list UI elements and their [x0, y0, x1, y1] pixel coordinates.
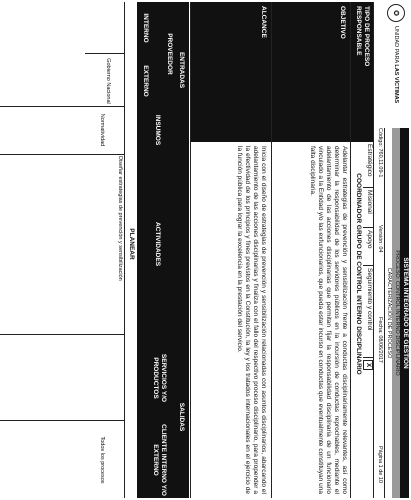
type-option-missional: Misional — [363, 190, 373, 228]
logo — [385, 4, 407, 124]
page-cell: Página 1 de 10 — [377, 446, 383, 484]
code-cell: Código: 760,11.09-1 — [377, 128, 383, 178]
external-header: EXTERNO — [142, 65, 149, 97]
row-client: Todos los procesos — [99, 436, 105, 484]
version-cell: Versión: 04 — [377, 225, 383, 253]
activities-header: ACTIVIDADES — [154, 221, 161, 267]
outputs-header: SALIDAS — [178, 402, 185, 432]
document-title: CARACTERIZACIÓN DE PROCESO — [384, 128, 392, 498]
insumos-header: INSUMOS — [154, 114, 161, 146]
scope-text: Inicia con el diseño de estrategias de prevención y sensibilización relacionadas con asuntos disciplinarios, abarcando el adelantamiento de las acciones disciplinarias y finaliza con el fallo del respectivo proceso disciplinario, para propender a la efectividad de los principios y fines previstos en la Constitución, la ley y los tratados internacionales en el ejercicio de la función pública para lograr la excelencia en la prestación del servicio. — [236, 146, 267, 494]
process-type-label: TIPO DE PROCESO — [363, 6, 370, 67]
process-line: PROCESO: CONTROL INTERNO DISCIPLINARIO — [392, 128, 400, 498]
date-cell: Fecha: 08/06/2017 — [377, 317, 383, 363]
type-option-support: Apoyo — [363, 230, 373, 266]
supplier-header: PROVEEDOR — [166, 33, 173, 75]
type-option-control: Seguimiento y control — [363, 268, 373, 358]
services-header: SERVICIOS Y/O PRODUCTOS — [152, 353, 167, 403]
row-external: Gobierno Nacional — [105, 58, 111, 104]
client-header: CLIENTE INTERNO Y/O EXTERNO — [152, 424, 167, 496]
row-insumos: Normatividad — [99, 113, 105, 147]
logo-text-prefix: UNIDAD PARA — [393, 26, 400, 65]
scope-label: ALCANCE — [191, 2, 271, 142]
system-title: SISTEMA INTEGRADO DE GESTIÓN — [400, 128, 409, 498]
objective-text: Adelantar estrategias de prevención y sensibilización frente a conductas disciplinariamente relevantes, así como determinar la responsabilidad de los servidores públicos en la incursión de conductas reprochables, mediante el adelantamiento de las acciones disciplinarias que permitan fijar la responsabilidad disciplinaria de un funcionario vinculado a la Entidad y/o las exfuncionarios, que pueda estar incurso en conductas que eventualmente constituyan una falta disciplinaria. — [309, 146, 348, 494]
logo-text-bold: LAS VÍCTIMAS — [393, 64, 400, 104]
type-selected-mark: X — [363, 360, 373, 370]
type-option-strategic: Estratégico — [363, 144, 373, 188]
process-type-label-cell — [351, 2, 373, 142]
seal-icon: ✪ — [387, 4, 405, 22]
responsible-value: COORDINADOR GRUPO DE CONTROL INTERNO DISCIPLINARIO — [355, 173, 362, 375]
row-activity: Diseñar estrategias de prevención y sensibilización — [117, 156, 123, 281]
responsible-label: RESPONSABLE — [355, 6, 362, 56]
objective-label: OBJETIVO — [272, 2, 350, 142]
row-internal — [85, 2, 125, 54]
phase-label: PLANEAR — [128, 228, 135, 260]
row-service — [95, 336, 105, 420]
inputs-header: ENTRADAS — [178, 51, 185, 89]
internal-header: INTERNO — [142, 13, 149, 43]
